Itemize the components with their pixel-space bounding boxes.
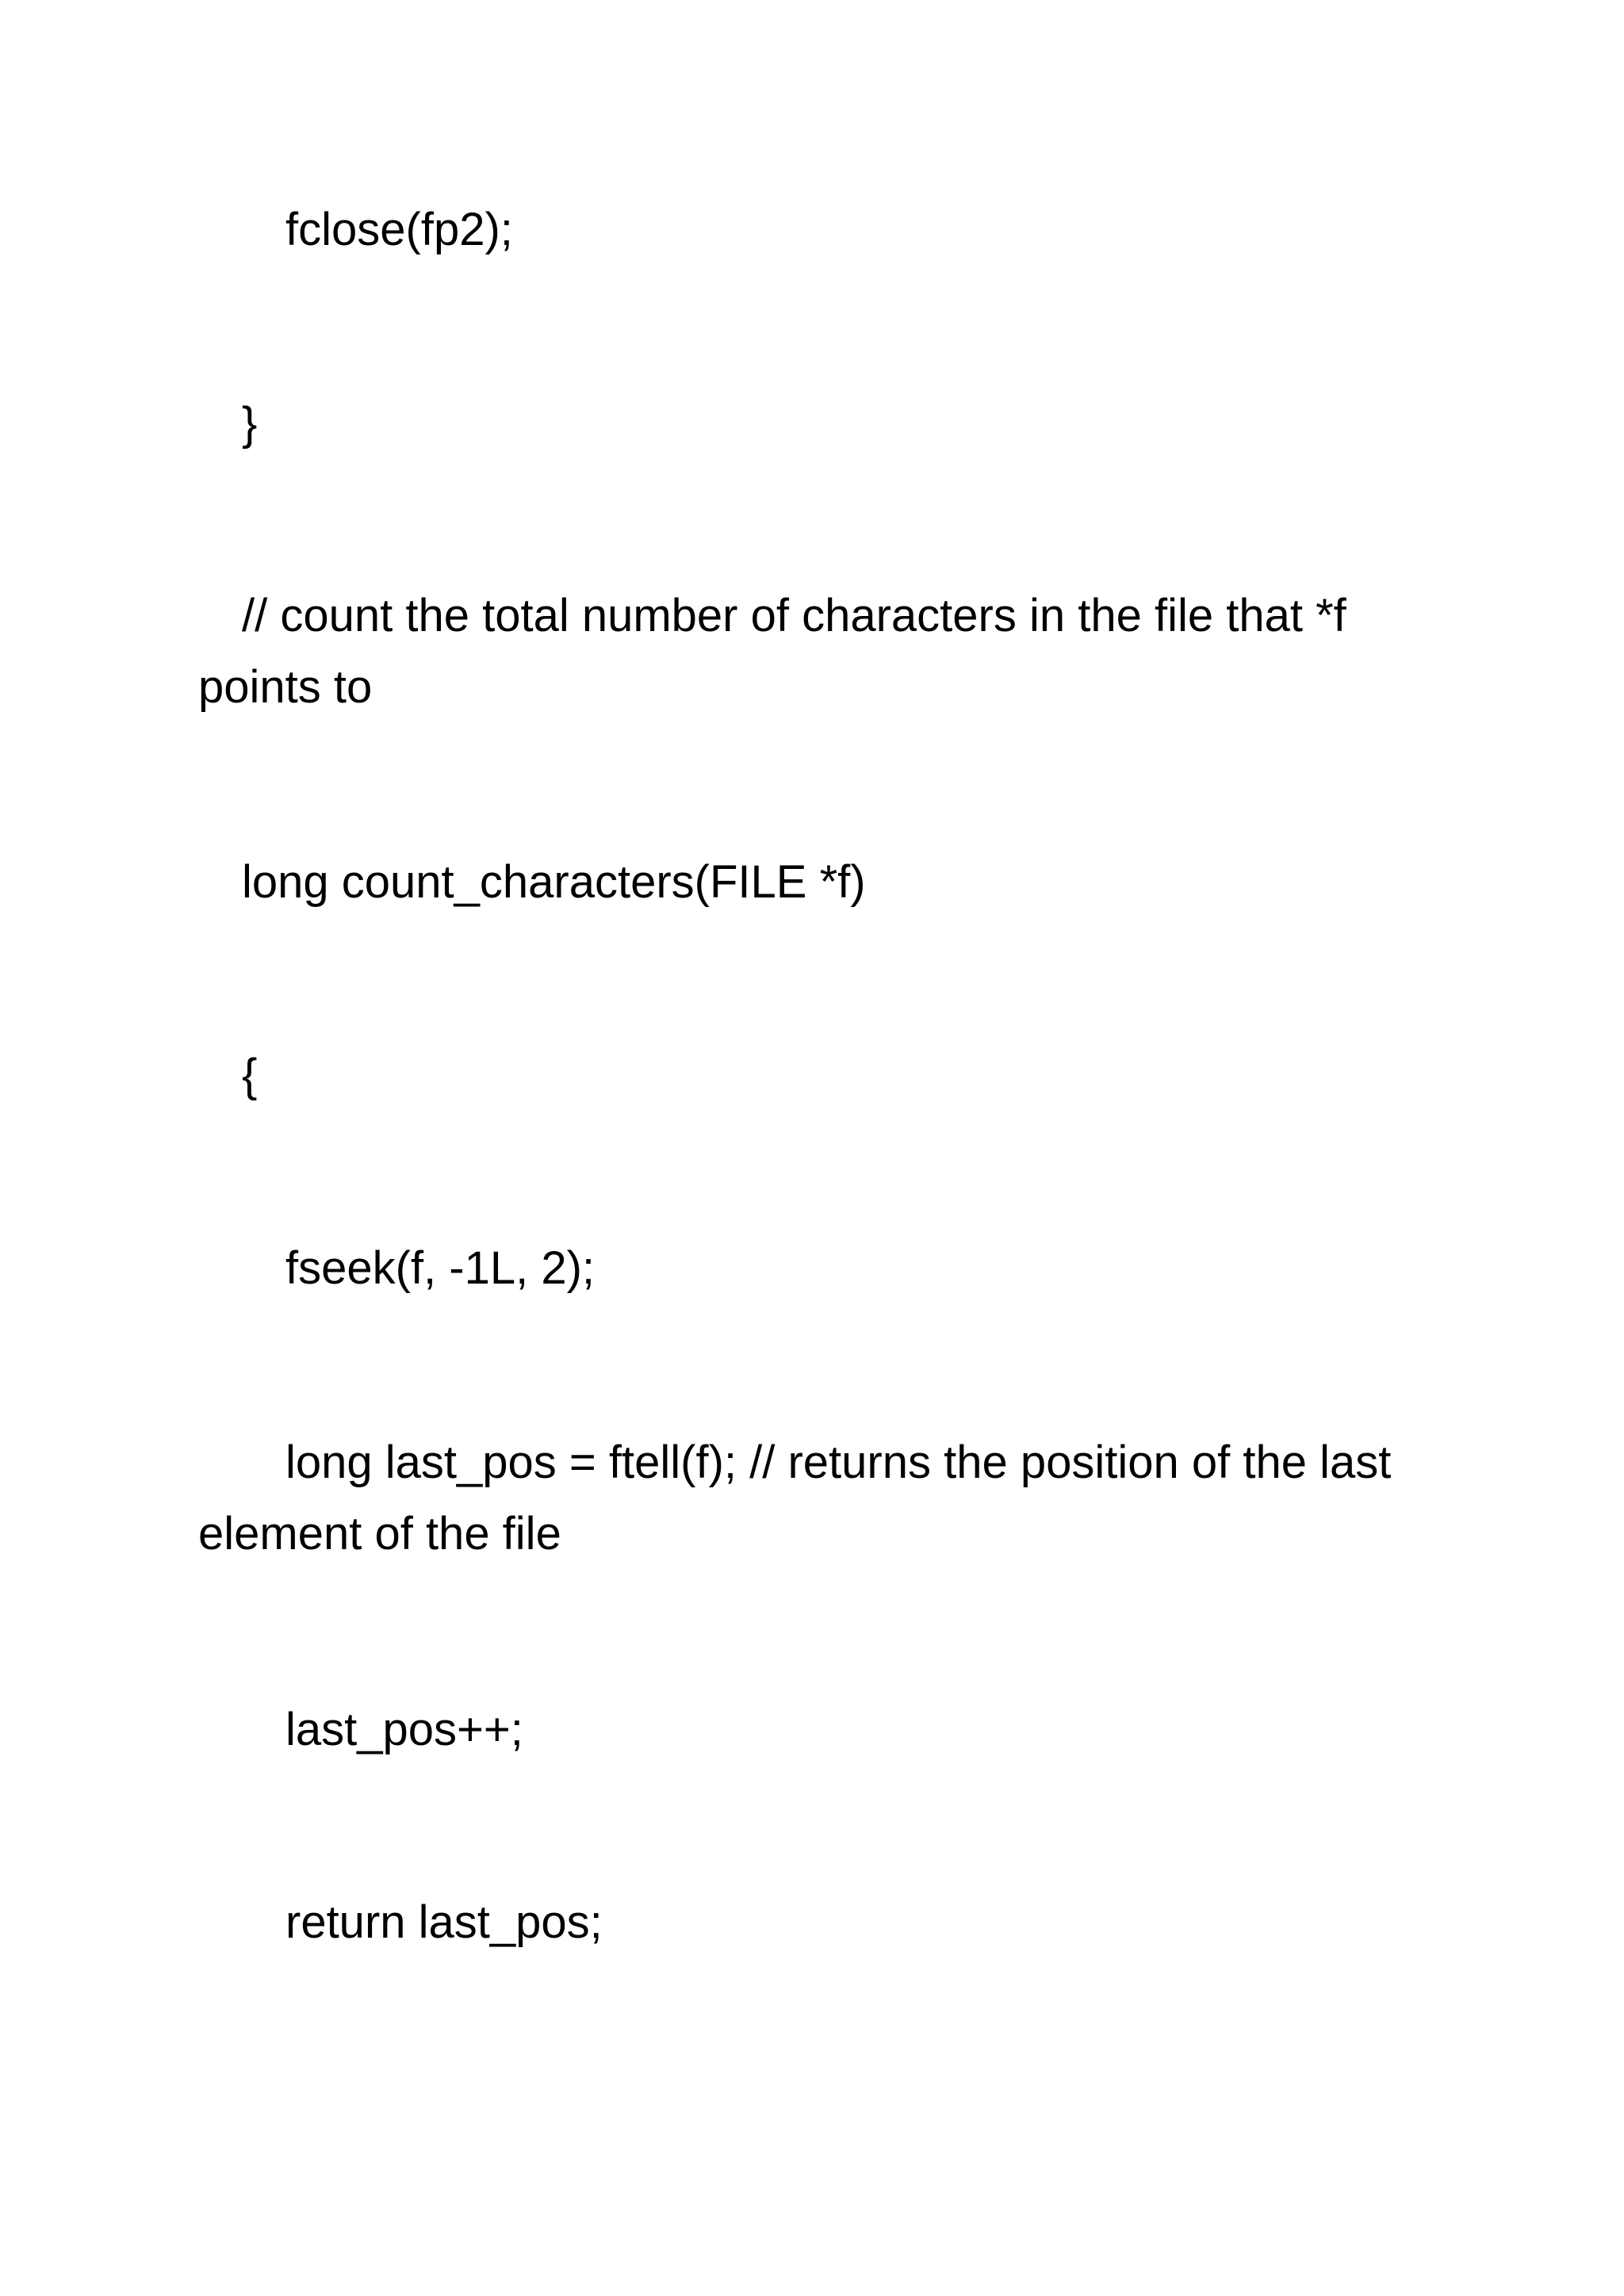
code-line-fseek: fseek(f, -1L, 2); (285, 1242, 596, 1294)
code-line-increment: last_pos++; (285, 1704, 523, 1755)
code-line-return: return last_pos; (285, 1896, 603, 1948)
code-line-ftell: long last_pos = ftell(f); // returns the position of the last (285, 1437, 1392, 1488)
code-line-closing-brace: } (242, 398, 258, 450)
code-line-opening-brace: { (242, 1050, 258, 1101)
code-line-comment: // count the total number of characters in the file that *f (242, 590, 1346, 641)
code-line-comment-continuation: points to (198, 661, 373, 713)
code-line-function-signature: long count_characters(FILE *f) (242, 856, 866, 908)
code-line-ftell-continuation: element of the file (198, 1508, 561, 1559)
code-line-fclose: fclose(fp2); (285, 204, 513, 255)
